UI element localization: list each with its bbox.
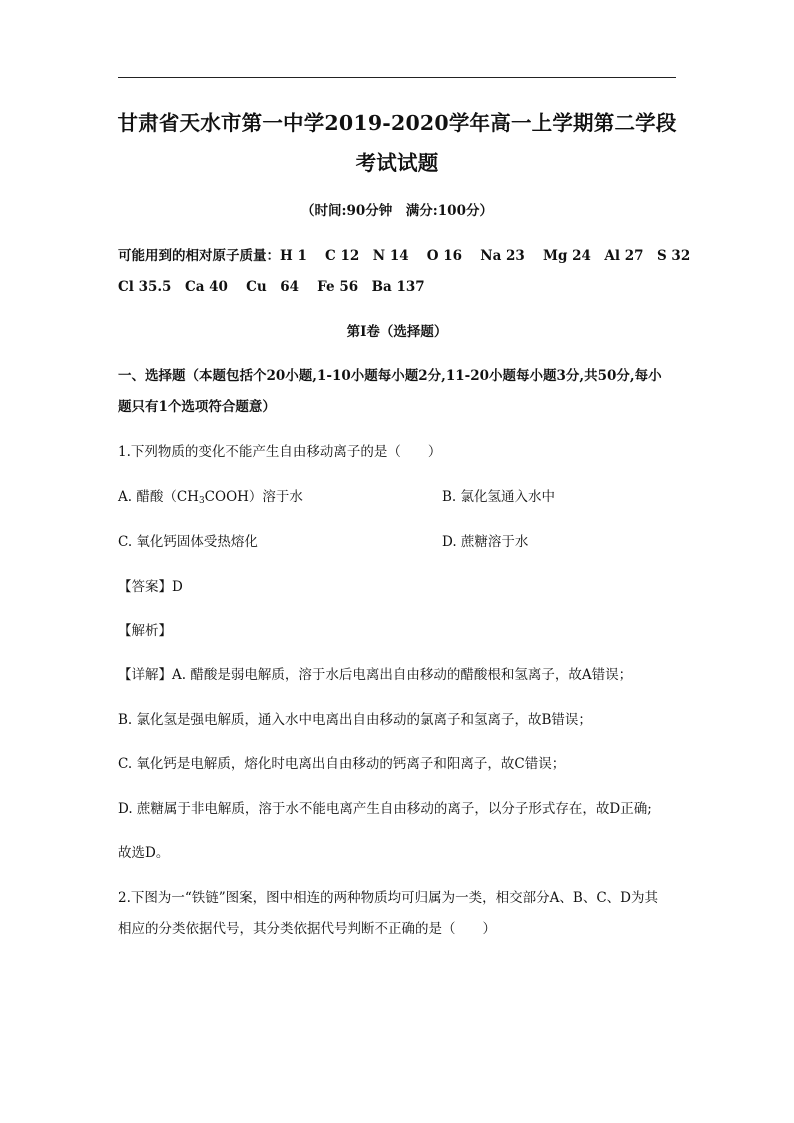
option-a-text-rest: COOH）溶于水 xyxy=(204,489,303,505)
question-1-detail-b: B. 氯化氢是强电解质，通入水中电离出自由移动的氯离子和氢离子，故B错误； xyxy=(118,712,592,728)
question-1-option-d: D. 蔗糖溶于水 xyxy=(442,534,529,550)
question-1-option-b: B. 氯化氢通入水中 xyxy=(442,489,556,505)
question-1-detail-c: C. 氧化钙是电解质，熔化时电离出自由移动的钙离子和阳离子，故C错误； xyxy=(118,756,566,772)
detail-label: 【详解】 xyxy=(118,667,172,683)
volume-title: 第Ⅰ卷（选择题） xyxy=(346,324,448,340)
document-title-line1: 甘肃省天水市第一中学2019-2020学年高一上学期第二学段 xyxy=(117,111,677,135)
detail-a-text: A. 醋酸是弱电解质，溶于水后电离出自由移动的醋酸根和氢离子，故A错误； xyxy=(172,667,633,683)
option-a-text: A. 醋酸（CH xyxy=(118,489,199,505)
document-title-line2: 考试试题 xyxy=(355,151,439,175)
exam-info: （时间:90分钟 满分:100分） xyxy=(301,203,493,219)
question-2-stem-line1: 2.下图为一“铁链”图案，图中相连的两种物质均可归属为一类，相交部分A、B、C、D为其 xyxy=(118,890,659,906)
question-1-conclusion: 故选D。 xyxy=(118,845,170,861)
question-1-option-c: C. 氧化钙固体受热熔化 xyxy=(118,534,258,550)
question-1-option-a xyxy=(118,485,303,505)
question-1-stem: 1.下列物质的变化不能产生自由移动离子的是（ ） xyxy=(118,444,442,460)
option-a-subscript: 3 xyxy=(198,496,205,506)
section-heading-line2: 题只有1个选项符合题意） xyxy=(118,399,276,415)
atomic-mass-line1: 可能用到的相对原子质量：H 1 C 12 N 14 O 16 Na 23 Mg 24 Al 27 S 32 xyxy=(118,248,691,264)
question-2-stem-line2: 相应的分类依据代号，其分类依据代号判断不正确的是（ ） xyxy=(118,921,496,937)
question-1-detail-d: D. 蔗糖属于非电解质，溶于水不能电离产生自由移动的离子，以分子形式存在，故D正确; xyxy=(118,801,652,817)
header-rule xyxy=(118,77,676,78)
atomic-mass-line2: Cl 35.5 Ca 40 Cu 64 Fe 56 Ba 137 xyxy=(118,279,425,295)
question-1-answer: 【答案】D xyxy=(118,579,183,595)
question-1-detail-a xyxy=(118,663,632,683)
question-1-analysis-label: 【解析】 xyxy=(118,623,172,639)
section-heading-line1: 一、选择题（本题包括个20小题,1-10小题每小题2分,11-20小题每小题3分,共50分,每小 xyxy=(118,368,662,384)
